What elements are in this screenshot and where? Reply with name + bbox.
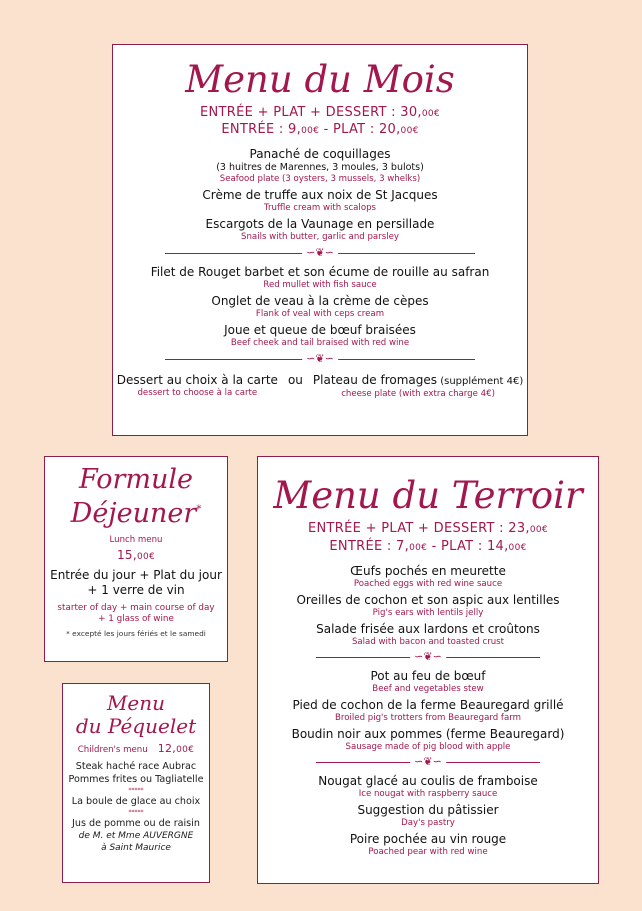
ornament-icon: ∽❦∽ [410,756,446,768]
list-item: Salade frisée aux lardons et croûtons Salad with bacon and toasted crust [316,622,540,647]
pequelet-title-line1: Menu [106,691,166,715]
menu-du-mois-full-price: ENTRÉE + PLAT + DESSERT : 30,00€ [200,105,440,120]
pequelet-l4: Jus de pomme ou de raisin [72,818,200,829]
menu-du-mois-card [112,44,528,436]
formule-footnote: * excepté les jours fériés et le samedi [66,629,206,638]
pequelet-title-line2: du Péquelet [75,714,197,738]
ornament-icon: ∽❦∽ [302,247,338,259]
menu-du-terroir-separate-prices: ENTRÉE : 7,00€ - PLAT : 14,00€ [329,539,527,554]
formule-dejeuner-card [44,456,228,662]
list-item: Filet de Rouget barbet et son écume de rouille au safran Red mullet with fish sauce [150,265,490,290]
menu-du-terroir-title: Menu du Terroir [273,474,583,517]
menu-du-terroir-desserts [258,774,598,858]
list-item: Suggestion du pâtissier Day's pastry [357,803,499,828]
formule-en1: starter of day + main course of day [57,603,215,613]
pequelet-separator: ***** [128,787,144,794]
ornament-icon: ∽❦∽ [302,353,338,365]
formule-line2: + 1 verre de vin [87,583,185,597]
list-item: Pot au feu de bœuf Beef and vegetables stew [370,669,486,694]
list-item: Boudin noir aux pommes (ferme Beauregard) Sausage made of pig blood with apple [291,727,565,752]
formule-title-line2: Déjeuner* [70,498,202,529]
list-item: Joue et queue de bœuf braisées Beef cheek and tail braised with red wine [224,323,416,348]
list-item: Pied de cochon de la ferme Beauregard grillé Broiled pig's trotters from Beauregard farm [292,698,564,723]
pequelet-l1: Steak haché race Aubrac [75,761,197,772]
formule-line1: Entrée du jour + Plat du jour [50,568,222,582]
ornament-divider [316,756,540,768]
list-item: Escargots de la Vaunage en persillade Snails with butter, garlic and parsley [205,217,435,242]
menu-du-terroir-starters [258,564,598,648]
dessert-or-label: ou [287,373,303,387]
menu-du-terroir-full-price: ENTRÉE + PLAT + DESSERT : 23,00€ [308,521,548,536]
menu-du-mois-desserts [113,373,527,400]
list-item: Poire pochée au vin rouge Poached pear with red wine [349,832,507,857]
list-item: Panaché de coquillages (3 huitres de Marennes, 3 moules, 3 bulots) Seafood plate (3 oysters, 3 mussels, 3 whelks) [216,147,424,184]
pequelet-l6: à Saint Maurice [101,843,171,853]
cheese-plate: Plateau de fromages (supplément 4€) cheese plate (with extra charge 4€) [312,373,524,399]
pequelet-separator: ***** [128,809,144,816]
list-item: Nougat glacé au coulis de framboise Ice nougat with raspberry sauce [318,774,538,799]
pequelet-price-row: Children's menu 12,00€ [77,742,195,755]
pequelet-l3: La boule de glace au choix [71,796,201,807]
ornament-divider [165,247,475,259]
ornament-icon: ∽❦∽ [410,651,446,663]
formule-en2: + 1 glass of wine [98,614,174,624]
menu-du-mois-separate-prices: ENTRÉE : 9,00€ - PLAT : 20,00€ [221,122,419,137]
menu-pequelet-card [62,683,210,883]
list-item: Œufs pochés en meurette Poached eggs with red wine sauce [350,564,506,589]
menu-du-mois-starters [113,147,527,243]
menu-du-terroir-card [257,456,599,884]
list-item: Oreilles de cochon et son aspic aux lentilles Pig's ears with lentils jelly [296,593,560,618]
list-item: Crème de truffe aux noix de St Jacques Truffle cream with scalops [202,188,438,213]
formule-title-line1: Formule [78,464,194,495]
formule-price: 15,00€ [116,548,156,562]
menu-du-terroir-mains [258,669,598,753]
list-item: Onglet de veau à la crème de cèpes Flank of veal with ceps cream [211,294,429,319]
pequelet-l5: de M. et Mme AUVERGNE [78,831,194,841]
formule-subtitle: Lunch menu [109,535,163,545]
ornament-divider [165,353,475,365]
ornament-divider [316,651,540,663]
pequelet-l2: Pommes frites ou Tagliatelle [68,774,204,785]
dessert-choice: Dessert au choix à la carte dessert to choose à la carte [116,373,278,398]
menu-du-mois-mains [113,265,527,349]
menu-du-mois-title: Menu du Mois [185,58,455,101]
